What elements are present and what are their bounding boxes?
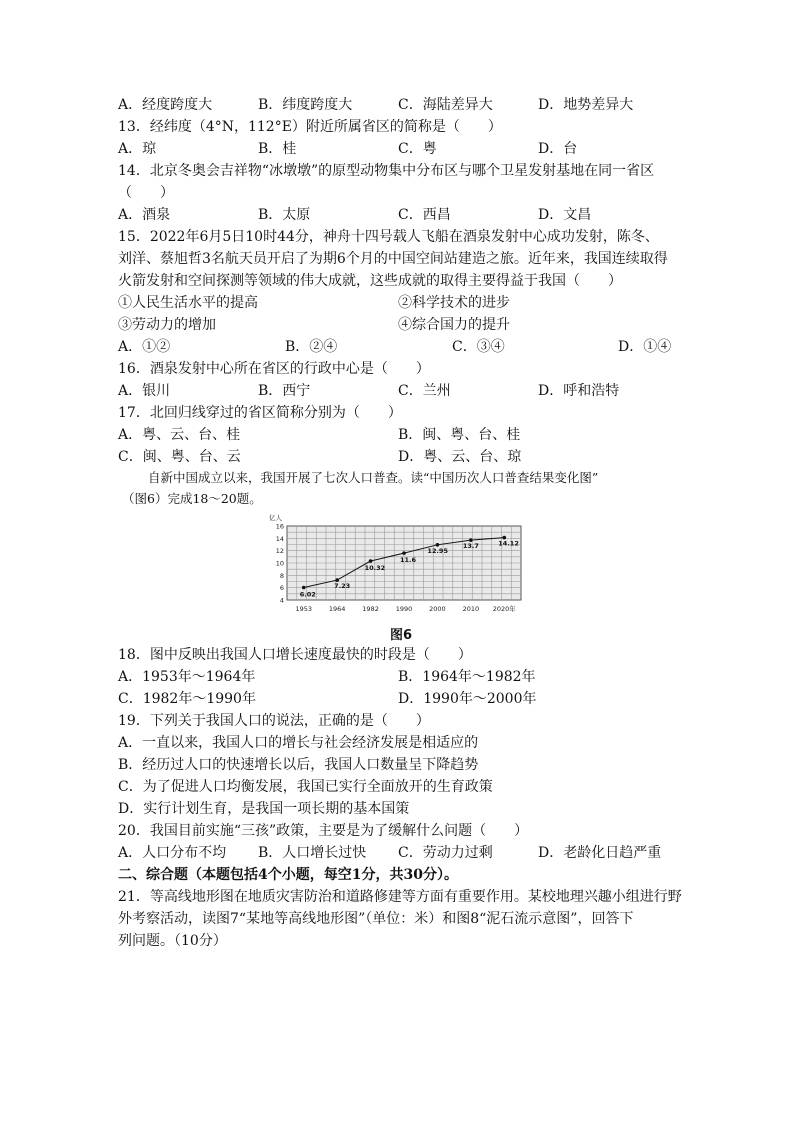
x-tick-label: 2010 xyxy=(462,605,480,613)
q18-option-b: B．1964年～1982年 xyxy=(398,669,536,685)
q15-item-1: ①人民生活水平的提高 xyxy=(118,295,258,311)
q17-option-d: D．粤、云、台、琼 xyxy=(398,449,522,465)
y-tick-label: 10 xyxy=(275,559,284,568)
q15-stem-line1: 15．2022年6月5日10时44分，神舟十四号载人飞船在酒泉发射中心成功发射，陈冬、 xyxy=(118,229,659,245)
data-label: 11.6 xyxy=(400,556,417,565)
q16-option-b: B．西宁 xyxy=(258,383,311,399)
q13-option-a: A．琼 xyxy=(118,141,157,157)
y-tick-label: 12 xyxy=(275,547,284,556)
data-label: 7.23 xyxy=(334,582,351,591)
q21-stem-line1: 21．等高线地形图在地质灾害防治和道路修建等方面有重要作用。某校地理兴趣小组进行野 xyxy=(118,889,682,905)
section-2-heading: 二、综合题（本题包括4个小题，每空1分，共30分）。 xyxy=(118,867,458,883)
data-label: 10.32 xyxy=(364,564,386,573)
q14-stem: 14．北京冬奥会吉祥物“冰墩墩”的原型动物集中分布区与哪个卫星发射基地在同一省区 xyxy=(118,163,655,179)
q14-option-d: D．文昌 xyxy=(538,207,592,223)
q21-stem-line3: 列问题。（10分） xyxy=(118,933,227,949)
data-point xyxy=(402,551,406,555)
data-label: 6.02 xyxy=(299,590,316,599)
q19-option-c: C．为了促进人口均衡发展，我国已实行全面放开的生育政策 xyxy=(118,779,493,795)
q12-option-d: D．地势差异大 xyxy=(538,97,634,113)
q19-option-d: D．实行计划生育，是我国一项长期的基本国策 xyxy=(118,801,410,817)
population-census-chart xyxy=(265,512,531,622)
q15-stem-line3: 火箭发射和空间探测等领域的伟大成就，这些成就的取得主要得益于我国（ ） xyxy=(118,273,622,289)
q13-stem: 13．经纬度（4°N，112°E）附近所属省区的简称是（ ） xyxy=(118,119,502,135)
x-tick-label: 2020年 xyxy=(492,605,516,613)
q19-stem: 19．下列关于我国人口的说法，正确的是（ ） xyxy=(118,713,430,729)
q14-option-b: B．太原 xyxy=(258,207,311,223)
q21-stem-line2: 外考察活动，读图7“某地等高线地形图”（单位：米）和图8“泥石流示意图”，回答下 xyxy=(118,911,634,927)
q15-item-3: ③劳动力的增加 xyxy=(118,317,216,333)
q15-item-4: ④综合国力的提升 xyxy=(398,317,510,333)
q13-option-c: C．粤 xyxy=(398,141,437,157)
q15-stem-line2: 刘洋、蔡旭哲3名航天员开启了为期6个月的中国空间站建造之旅。近年来，我国连续取得 xyxy=(118,251,668,267)
q14-option-c: C．西昌 xyxy=(398,207,451,223)
q18-option-d: D．1990年～2000年 xyxy=(398,691,537,707)
q14-option-a: A．酒泉 xyxy=(118,207,171,223)
data-label: 13.7 xyxy=(462,542,479,551)
q17-option-a: A．粤、云、台、桂 xyxy=(118,427,241,443)
q20-option-c: C．劳动力过剩 xyxy=(398,845,493,861)
q15-option-b: B．②④ xyxy=(285,339,338,355)
q16-option-c: C．兰州 xyxy=(398,383,451,399)
q13-option-d: D．台 xyxy=(538,141,578,157)
x-tick-label: 1982 xyxy=(362,605,379,613)
q14-stem-bracket: （ ） xyxy=(118,185,174,201)
q20-stem: 20．我国目前实施“三孩”政策，主要是为了缓解什么问题（ ） xyxy=(118,823,529,839)
q12-option-b: B．纬度跨度大 xyxy=(258,97,353,113)
q15-option-c: C．③④ xyxy=(452,339,505,355)
q20-option-b: B．人口增长过快 xyxy=(258,845,367,861)
q18-stem: 18．图中反映出我国人口增长速度最快的时段是（ ） xyxy=(118,647,472,663)
q17-option-c: C．闽、粤、台、云 xyxy=(118,449,241,465)
q12-option-c: C．海陆差异大 xyxy=(398,97,493,113)
x-tick-label: 2000 xyxy=(429,605,446,613)
chart-intro-line1: 自新中国成立以来，我国开展了七次人口普查。读“中国历次人口普查结果变化图” xyxy=(148,470,599,485)
y-tick-label: 16 xyxy=(275,522,284,531)
q19-option-a: A．一直以来，我国人口的增长与社会经济发展是相适应的 xyxy=(118,735,479,751)
y-tick-label: 6 xyxy=(279,584,284,593)
data-point xyxy=(369,559,373,563)
q20-option-a: A．人口分布不均 xyxy=(118,845,227,861)
y-tick-label: 8 xyxy=(279,571,284,580)
q17-option-b: B．闽、粤、台、桂 xyxy=(398,427,521,443)
y-tick-label: 14 xyxy=(275,534,284,543)
q16-option-d: D．呼和浩特 xyxy=(538,383,620,399)
data-label: 12.95 xyxy=(427,546,448,555)
q18-option-a: A．1953年～1964年 xyxy=(118,669,256,685)
q20-option-d: D．老龄化日趋严重 xyxy=(538,845,662,861)
q16-stem: 16．酒泉发射中心所在省区的行政中心是（ ） xyxy=(118,361,430,377)
y-tick-label: 4 xyxy=(279,596,284,605)
y-axis-label: 亿人 xyxy=(269,514,282,522)
x-tick-label: 1964 xyxy=(328,605,346,613)
q17-stem: 17．北回归线穿过的省区简称分别为（ ） xyxy=(118,405,402,421)
figure-caption: 图6 xyxy=(390,628,413,643)
q13-option-b: B．桂 xyxy=(258,141,297,157)
q15-option-d: D．①④ xyxy=(618,339,672,355)
data-label: 14.12 xyxy=(498,539,519,548)
q15-option-a: A．①② xyxy=(118,339,171,355)
x-tick-label: 1953 xyxy=(295,605,312,613)
data-point xyxy=(302,586,306,590)
q18-option-c: C．1982年～1990年 xyxy=(118,691,256,707)
chart-intro-line2: （图6）完成18～20题。 xyxy=(122,491,262,506)
q19-option-b: B．经历过人口的快速增长以后，我国人口数量呈下降趋势 xyxy=(118,757,479,773)
q15-item-2: ②科学技术的进步 xyxy=(398,295,510,311)
q16-option-a: A．银川 xyxy=(118,383,171,399)
q12-option-a: A．经度跨度大 xyxy=(118,97,213,113)
x-tick-label: 1990 xyxy=(395,605,413,613)
